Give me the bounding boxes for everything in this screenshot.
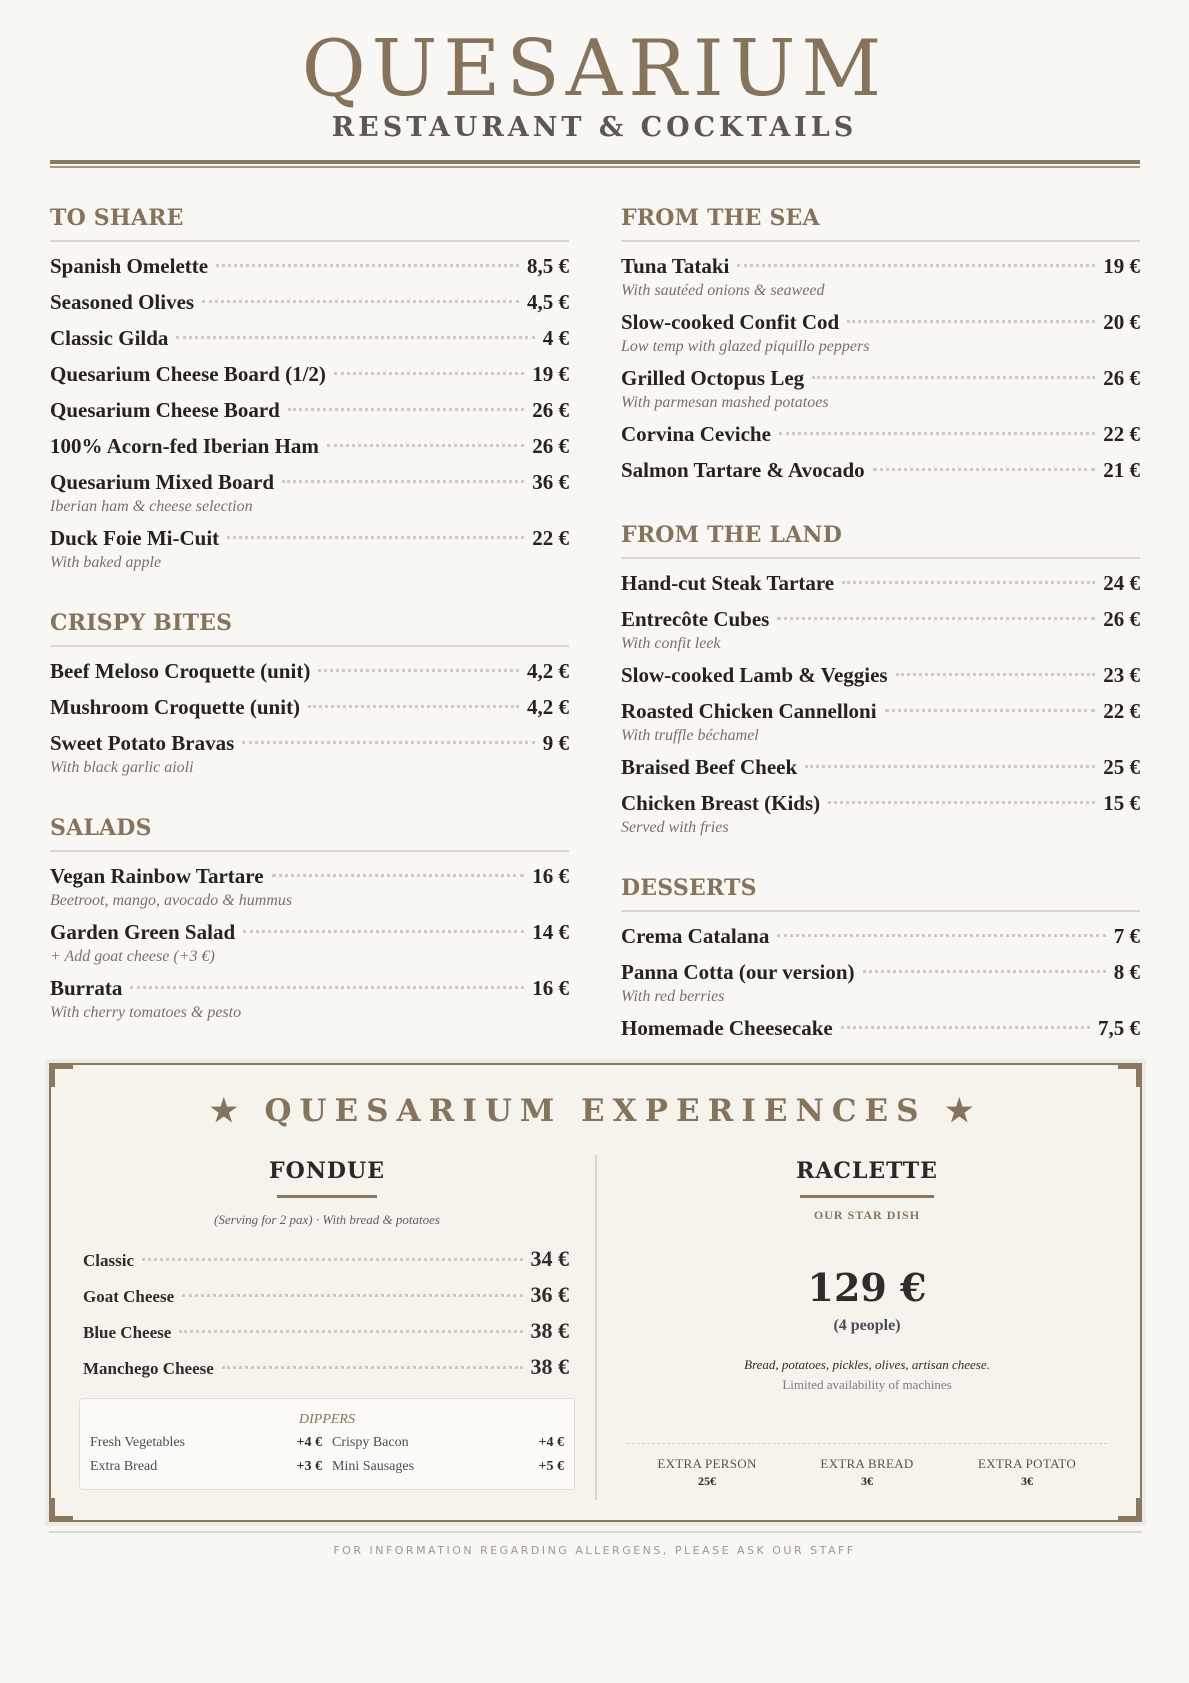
section-rule <box>50 240 569 242</box>
menu-item <box>50 691 569 727</box>
frame-corner <box>51 1498 73 1520</box>
header-rule-thin <box>50 166 1140 168</box>
item-price: 22 € <box>1103 699 1140 723</box>
footer-rule <box>49 1531 1142 1533</box>
item-description: With confit leek <box>621 635 721 652</box>
item-price: 22 € <box>532 526 569 550</box>
fondue-item-name: Classic <box>83 1251 134 1270</box>
item-price: 8,5 € <box>527 254 569 278</box>
item-name: Vegan Rainbow Tartare <box>50 864 264 888</box>
leader-dots <box>318 669 519 672</box>
raclette-extra <box>627 1456 787 1489</box>
menu-item <box>621 695 1140 725</box>
menu-item <box>621 306 1140 336</box>
item-name: Beef Meloso Croquette (unit) <box>50 659 311 683</box>
leader-dots <box>142 1258 523 1261</box>
item-description: With truffle béchamel <box>621 727 759 744</box>
item-description: + Add goat cheese (+3 €) <box>50 948 215 965</box>
item-name: Tuna Tataki <box>621 254 730 278</box>
item-price: 4,2 € <box>527 695 569 719</box>
leader-dots <box>130 986 524 989</box>
item-name: Crema Catalana <box>621 924 770 948</box>
leader-dots <box>227 536 524 539</box>
item-price: 4,5 € <box>527 290 569 314</box>
item-name: Spanish Omelette <box>50 254 209 278</box>
item-price: 16 € <box>532 976 569 1000</box>
menu-item <box>50 250 569 286</box>
menu-item <box>621 454 1140 490</box>
extra-value: 25€ <box>698 1474 716 1488</box>
item-name: Grilled Octopus Leg <box>621 366 805 390</box>
leader-dots <box>828 801 1095 804</box>
dipper-item <box>332 1431 564 1455</box>
brand-title: QUESARIUM <box>301 24 888 114</box>
section-rule <box>50 645 569 647</box>
menu-section <box>50 813 569 1028</box>
fondue-item <box>83 1352 569 1388</box>
fondue-item-name: Goat Cheese <box>83 1287 175 1306</box>
item-price: 26 € <box>532 434 569 458</box>
item-description: Served with fries <box>621 819 729 836</box>
leader-dots <box>737 264 1095 267</box>
fondue-title: FONDUE <box>269 1158 385 1184</box>
fondue-item-price: 38 € <box>530 1318 569 1343</box>
item-price: 21 € <box>1103 458 1140 482</box>
section-gap <box>50 783 569 813</box>
experiences-title: ★ QUESARIUM EXPERIENCES ★ <box>209 1093 982 1129</box>
leader-dots <box>847 320 1095 323</box>
frame-corner <box>1118 1065 1140 1087</box>
extra-value: 3€ <box>861 1474 873 1488</box>
section-gap <box>621 843 1140 873</box>
item-name: Quesarium Mixed Board <box>50 470 274 494</box>
item-name: Roasted Chicken Cannelloni <box>621 699 877 723</box>
menu-item <box>621 751 1140 787</box>
raclette-panel <box>617 1155 1117 1489</box>
fondue-item <box>83 1316 569 1352</box>
section-rule <box>50 850 569 852</box>
raclette-subtitle: OUR STAR DISH <box>813 1208 921 1222</box>
menu-item <box>621 418 1140 454</box>
raclette-extra <box>947 1456 1107 1489</box>
menu-item <box>50 655 569 691</box>
leader-dots <box>272 874 525 877</box>
leader-dots <box>327 444 524 447</box>
item-price: 20 € <box>1103 310 1140 334</box>
extra-label: EXTRA PERSON <box>657 1456 757 1471</box>
fondue-item <box>83 1244 569 1280</box>
leader-dots <box>842 581 1095 584</box>
leader-dots <box>885 709 1096 712</box>
leader-dots <box>243 930 524 933</box>
item-price: 26 € <box>1103 366 1140 390</box>
fondue-underline <box>277 1195 377 1198</box>
menu-item <box>50 358 569 394</box>
item-name: Quesarium Cheese Board (1/2) <box>50 362 326 386</box>
raclette-people: (4 people) <box>833 1317 901 1334</box>
leader-dots <box>873 468 1096 471</box>
dipper-price: +3 € <box>296 1459 322 1474</box>
raclette-extras <box>617 1456 1117 1489</box>
raclette-limit-note: Limited availability of machines <box>782 1377 952 1392</box>
fondue-item <box>83 1280 569 1316</box>
leader-dots <box>282 480 524 483</box>
leader-dots <box>176 336 534 339</box>
section-title: SALADS <box>50 815 152 841</box>
leader-dots <box>288 408 524 411</box>
item-name: Slow-cooked Lamb & Veggies <box>621 663 888 687</box>
menu-item <box>621 603 1140 633</box>
item-description: With red berries <box>621 988 725 1005</box>
menu-item <box>50 286 569 322</box>
leader-dots <box>841 1026 1090 1029</box>
item-name: Chicken Breast (Kids) <box>621 791 821 815</box>
item-description: With cherry tomatoes & pesto <box>50 1004 242 1021</box>
item-name: Entrecôte Cubes <box>621 607 770 631</box>
leader-dots <box>182 1294 522 1297</box>
item-description: With black garlic aioli <box>50 759 194 776</box>
fondue-item-price: 36 € <box>530 1282 569 1307</box>
leader-dots <box>202 300 519 303</box>
item-name: Garden Green Salad <box>50 920 236 944</box>
left-column <box>50 203 569 1028</box>
menu-item <box>50 727 569 757</box>
raclette-title: RACLETTE <box>796 1158 938 1184</box>
item-price: 25 € <box>1103 755 1140 779</box>
item-description: Iberian ham & cheese selection <box>50 498 253 515</box>
frame-corner <box>1118 1498 1140 1520</box>
dipper-price: +5 € <box>538 1459 564 1474</box>
item-description: Beetroot, mango, avocado & hummus <box>50 892 293 909</box>
section-gap <box>50 578 569 608</box>
raclette-price: 129 € <box>807 1265 927 1310</box>
menu-item <box>50 972 569 1002</box>
experiences-divider <box>595 1155 597 1500</box>
leader-dots <box>777 934 1105 937</box>
section-title: FROM THE LAND <box>621 522 842 548</box>
section-rule <box>621 240 1140 242</box>
menu-item <box>621 659 1140 695</box>
leader-dots <box>805 765 1095 768</box>
menu-section <box>621 203 1140 490</box>
item-name: Homemade Cheesecake <box>621 1016 833 1040</box>
item-description: With parmesan mashed potatoes <box>621 394 829 411</box>
item-price: 9 € <box>542 731 569 755</box>
section-title: FROM THE SEA <box>621 205 820 231</box>
brand-tagline: RESTAURANT & COCKTAILS <box>331 112 858 143</box>
item-name: Slow-cooked Confit Cod <box>621 310 840 334</box>
item-price: 26 € <box>532 398 569 422</box>
section-title: DESSERTS <box>621 875 757 901</box>
item-price: 14 € <box>532 920 569 944</box>
item-name: Quesarium Cheese Board <box>50 398 280 422</box>
item-price: 8 € <box>1113 960 1140 984</box>
menu-item <box>50 860 569 890</box>
menu-item <box>621 567 1140 603</box>
item-price: 36 € <box>532 470 569 494</box>
leader-dots <box>896 673 1096 676</box>
fondue-list <box>79 1244 575 1388</box>
raclette-separator <box>627 1443 1107 1444</box>
item-name: 100% Acorn-fed Iberian Ham <box>50 434 319 458</box>
section-title: TO SHARE <box>50 205 184 231</box>
leader-dots <box>777 617 1095 620</box>
menu-item <box>50 430 569 466</box>
item-price: 15 € <box>1103 791 1140 815</box>
menu-item <box>50 916 569 946</box>
menu-section <box>50 608 569 783</box>
item-name: Salmon Tartare & Avocado <box>621 458 865 482</box>
menu-item <box>621 956 1140 986</box>
item-name: Panna Cotta (our version) <box>621 960 855 984</box>
dipper-name: Fresh Vegetables <box>90 1435 185 1450</box>
allergen-footer: FOR INFORMATION REGARDING ALLERGENS, PLEASE ASK OUR STAFF <box>333 1544 856 1557</box>
header-rule <box>50 160 1140 164</box>
section-title: CRISPY BITES <box>50 610 233 636</box>
item-price: 7,5 € <box>1098 1016 1140 1040</box>
leader-dots <box>308 705 519 708</box>
item-name: Braised Beef Cheek <box>621 755 798 779</box>
item-price: 7 € <box>1113 924 1140 948</box>
dipper-price: +4 € <box>296 1435 322 1450</box>
item-description: Low temp with glazed piquillo peppers <box>621 338 870 355</box>
fondue-item-name: Manchego Cheese <box>83 1359 214 1378</box>
item-price: 22 € <box>1103 422 1140 446</box>
dipper-price: +4 € <box>538 1435 564 1450</box>
item-description: With baked apple <box>50 554 162 571</box>
menu-section <box>621 520 1140 843</box>
raclette-extra <box>787 1456 947 1489</box>
item-name: Duck Foie Mi-Cuit <box>50 526 220 550</box>
item-price: 23 € <box>1103 663 1140 687</box>
leader-dots <box>179 1330 522 1333</box>
extra-label: EXTRA BREAD <box>820 1456 914 1471</box>
menu-item <box>50 322 569 358</box>
leader-dots <box>779 432 1095 435</box>
menu-item <box>621 250 1140 280</box>
leader-dots <box>334 372 524 375</box>
leader-dots <box>222 1366 523 1369</box>
fondue-panel <box>79 1155 575 1490</box>
section-gap <box>621 490 1140 520</box>
raclette-description: Bread, potatoes, pickles, olives, artisan cheese. <box>744 1357 990 1372</box>
dipper-name: Crispy Bacon <box>332 1435 409 1450</box>
section-rule <box>621 557 1140 559</box>
item-price: 24 € <box>1103 571 1140 595</box>
item-name: Classic Gilda <box>50 326 169 350</box>
item-name: Hand-cut Steak Tartare <box>621 571 835 595</box>
item-price: 26 € <box>1103 607 1140 631</box>
frame-corner <box>51 1065 73 1087</box>
item-price: 4,2 € <box>527 659 569 683</box>
dipper-item <box>90 1431 322 1455</box>
extra-value: 3€ <box>1021 1474 1033 1488</box>
dipper-name: Extra Bread <box>90 1459 158 1474</box>
item-name: Seasoned Olives <box>50 290 195 314</box>
extra-label: EXTRA POTATO <box>977 1456 1077 1471</box>
item-name: Corvina Ceviche <box>621 422 771 446</box>
raclette-underline <box>800 1195 934 1198</box>
item-price: 4 € <box>542 326 569 350</box>
menu-section <box>621 873 1140 1048</box>
item-name: Mushroom Croquette (unit) <box>50 695 301 719</box>
menu-item <box>50 394 569 430</box>
item-price: 16 € <box>532 864 569 888</box>
dipper-item <box>332 1455 564 1479</box>
menu-item <box>621 1012 1140 1048</box>
dippers-grid <box>90 1431 564 1479</box>
fondue-item-price: 38 € <box>530 1354 569 1379</box>
dipper-name: Mini Sausages <box>332 1459 415 1474</box>
right-column <box>621 203 1140 1048</box>
item-price: 19 € <box>532 362 569 386</box>
dippers-box <box>79 1398 575 1490</box>
fondue-item-name: Blue Cheese <box>83 1323 172 1342</box>
dipper-item <box>90 1455 322 1479</box>
item-price: 19 € <box>1103 254 1140 278</box>
item-name: Sweet Potato Bravas <box>50 731 235 755</box>
fondue-note: (Serving for 2 pax) · With bread & potatoes <box>214 1212 440 1227</box>
section-rule <box>621 910 1140 912</box>
leader-dots <box>216 264 519 267</box>
item-description: With sautéed onions & seaweed <box>621 282 825 299</box>
menu-item <box>621 787 1140 817</box>
leader-dots <box>863 970 1106 973</box>
menu-section <box>50 203 569 578</box>
menu-item <box>50 466 569 496</box>
dippers-title: DIPPERS <box>299 1412 355 1427</box>
menu-item <box>50 522 569 552</box>
menu-item <box>621 920 1140 956</box>
menu-item <box>621 362 1140 392</box>
fondue-item-price: 34 € <box>530 1246 569 1271</box>
item-name: Burrata <box>50 976 123 1000</box>
experiences-box <box>49 1063 1142 1522</box>
leader-dots <box>812 376 1095 379</box>
leader-dots <box>242 741 534 744</box>
